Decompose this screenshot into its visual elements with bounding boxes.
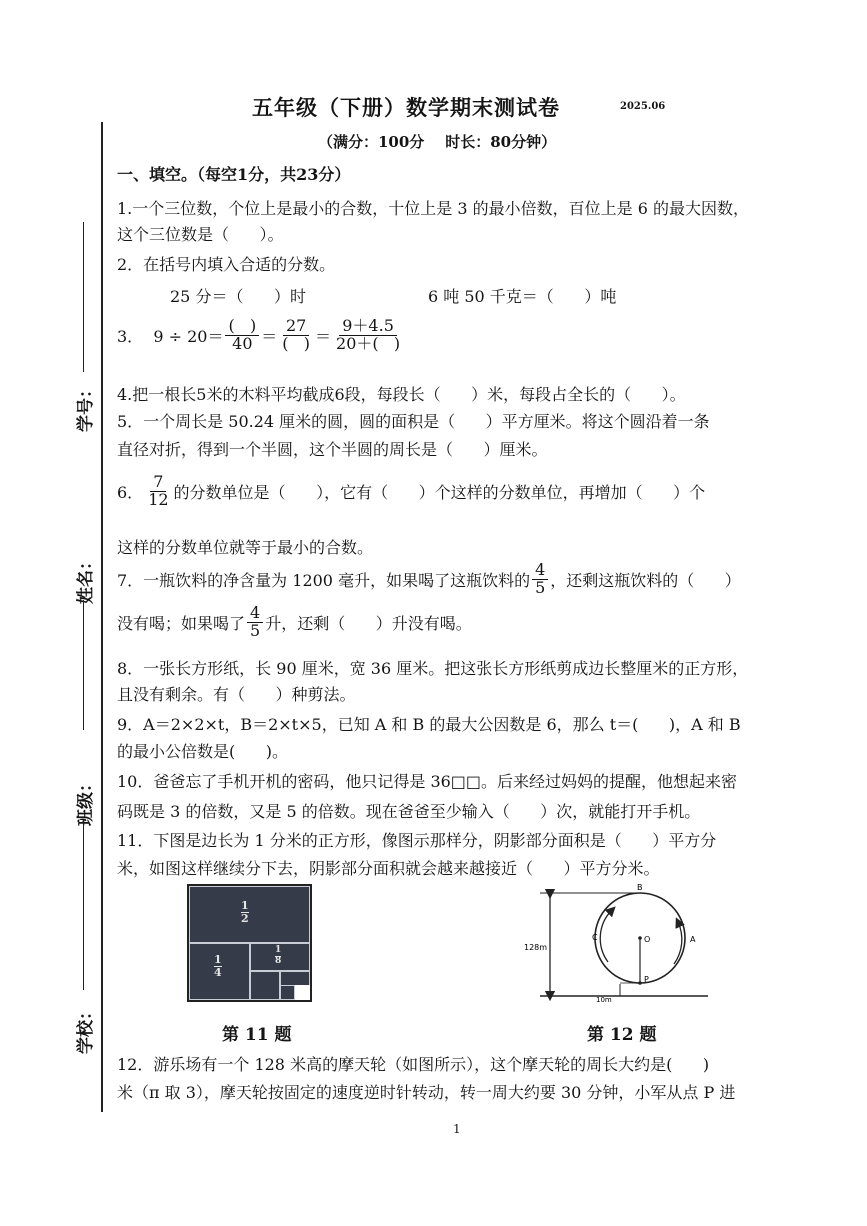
question-7-text-d: 升，还剩（ ）升没有喝。	[265, 613, 472, 633]
question-6-rest: 的分数单位是（ ），它有（ ）个这样的分数单位，再增加（ ）个	[173, 482, 706, 502]
binding-line	[101, 122, 103, 1112]
question-7-text-b: ，还剩这瓶饮料的（ ）	[550, 570, 741, 590]
question-12-line-1: 12．游乐场有一个 128 米高的摩天轮（如图所示），这个摩天轮的周长大约是( )	[117, 1055, 710, 1074]
student-id-label: 学号：	[76, 381, 96, 432]
question-7-line-1	[117, 562, 741, 597]
question-2-part-a: 25 分＝（ ）时	[170, 287, 306, 306]
eighth-label	[275, 946, 281, 967]
fraction-numerator: 7	[150, 474, 166, 492]
question-6-fraction	[145, 474, 171, 509]
question-2-part-b: 6 吨 50 千克＝（ ）吨	[428, 287, 617, 306]
exam-date: 2025.06	[620, 101, 666, 112]
page-title: 五年级（下册）数学期末测试卷	[252, 95, 560, 120]
quarter-numerator: 1	[214, 953, 222, 966]
fraction-denominator: 12	[148, 489, 169, 509]
height-label: 128m	[524, 943, 548, 952]
figure-12-caption: 第 12 题	[587, 1025, 657, 1045]
half-label	[241, 900, 249, 925]
point-o-label: O	[644, 935, 651, 944]
question-7-fraction-2	[247, 605, 263, 640]
figure-12-ferris-wheel	[520, 880, 720, 1010]
question-11-line-2: 米，如图这样继续分下去，阴影部分面积就会越来越接近（ ）平方分米。	[117, 859, 660, 878]
quarter-denominator: 4	[214, 966, 222, 980]
name-field[interactable]	[83, 600, 84, 730]
question-8-line-2: 且没有剩余。有（ ）种剪法。	[117, 685, 356, 704]
question-7-text-a: 7．一瓶饮料的净含量为 1200 毫升，如果喝了这瓶饮料的	[117, 570, 531, 590]
question-4: 4.把一根长5米的木料平均截成6段，每段长（ ）米，每段占全长的（ ）。	[117, 385, 686, 404]
half-region	[189, 886, 310, 943]
exam-subtitle: （满分：100分 时长：80分钟）	[318, 133, 557, 151]
question-3-prefix: 3． 9 ÷ 20＝	[117, 326, 224, 346]
fraction-numerator: 4	[532, 562, 548, 580]
question-6-line-2: 这样的分数单位就等于最小的合数。	[117, 538, 374, 557]
quarter-label	[214, 954, 222, 979]
question-7-text-c: 没有喝；如果喝了	[117, 613, 246, 633]
class-label: 班级：	[76, 775, 96, 826]
student-id-field[interactable]	[83, 222, 84, 372]
school-label: 学校：	[76, 1003, 96, 1054]
fraction-numerator: 9＋4.5	[339, 318, 397, 336]
point-c-label: C	[592, 933, 598, 942]
center-point	[638, 936, 642, 940]
point-b-label: B	[637, 883, 643, 892]
base-label: 10m	[596, 996, 612, 1004]
rotation-arrow-left	[600, 910, 612, 962]
sixteenth-region	[250, 971, 280, 1000]
question-10-line-2: 码既是 3 的倍数，又是 5 的倍数。现在爸爸至少输入（ ）次，就能打开手机。	[117, 802, 701, 821]
question-9-line-1: 9．A＝2×2×t，B＝2×t×5，已知 A 和 B 的最大公因数是 6，那么 t＝( )，A 和 B	[117, 715, 741, 734]
fraction-denominator: 5	[250, 620, 261, 640]
question-1-line-1: 1.一个三位数，个位上是最小的合数，十位上是 3 的最小倍数，百位上是 6 的最大因数，	[117, 199, 749, 218]
fraction-numerator: 4	[247, 605, 263, 623]
question-8-line-1: 8．一张长方形纸，长 90 厘米，宽 36 厘米。把这张长方形纸剪成边长整厘米的正方形，	[117, 659, 749, 678]
question-11-line-1: 11．下图是边长为 1 分米的正方形，像图示那样分，阴影部分面积是（ ）平方分	[117, 831, 717, 850]
fraction-denominator: ( )	[282, 333, 310, 353]
eighth-denominator: 8	[275, 955, 282, 966]
name-label: 姓名：	[76, 553, 96, 604]
question-3-fraction-3	[333, 318, 403, 353]
question-10-line-1: 10．爸爸忘了手机开机的密码，他只记得是 36□□。后来经过妈妈的提醒，他想起来密	[117, 772, 738, 791]
question-2-line-1: 2．在括号内填入合适的分数。	[117, 255, 336, 274]
fraction-denominator: 40	[232, 333, 253, 353]
question-12-line-2: 米（π 取 3），摩天轮按固定的速度逆时针转动，转一周大约要 30 分钟，小军从点 P 进	[117, 1083, 736, 1102]
fraction-denominator: 20＋( )	[336, 333, 401, 353]
question-7-line-2	[117, 605, 472, 640]
question-6-line-1	[117, 474, 705, 509]
question-3	[117, 318, 405, 353]
class-field[interactable]	[83, 820, 84, 990]
question-7-fraction-1	[532, 562, 548, 597]
fraction-denominator: 5	[535, 577, 546, 597]
thirty-second-region	[280, 985, 295, 1000]
point-p-label: P	[644, 975, 649, 984]
half-denominator: 2	[241, 912, 249, 926]
figure-11-caption: 第 11 题	[222, 1025, 292, 1045]
fraction-numerator: ( )	[225, 318, 259, 336]
question-5-line-1: 5．一个周长是 50.24 厘米的圆，圆的面积是（ ）平方厘米。将这个圆沿着一条	[117, 412, 710, 431]
unshaded-corner	[295, 985, 310, 1000]
question-6-prefix: 6．	[117, 482, 144, 502]
section-heading: 一、填空。（每空1分，共23分）	[117, 165, 351, 184]
question-1-line-2: 这个三位数是（ ）。	[117, 225, 284, 244]
figure-11-square	[187, 884, 312, 1002]
question-9-line-2: 的最小公倍数是( )。	[117, 742, 289, 761]
equals-sign: ＝	[261, 326, 278, 346]
page-number: 1	[453, 1122, 461, 1136]
fraction-numerator: 27	[283, 318, 309, 336]
question-3-fraction-1	[225, 318, 259, 353]
question-5-line-2: 直径对折，得到一个半圆，这个半圆的周长是（ ）厘米。	[117, 440, 548, 459]
half-numerator: 1	[241, 899, 249, 912]
point-a-label: A	[690, 935, 696, 944]
eighth-numerator: 1	[275, 945, 282, 955]
equals-sign: ＝	[315, 326, 332, 346]
question-3-fraction-2	[279, 318, 313, 353]
